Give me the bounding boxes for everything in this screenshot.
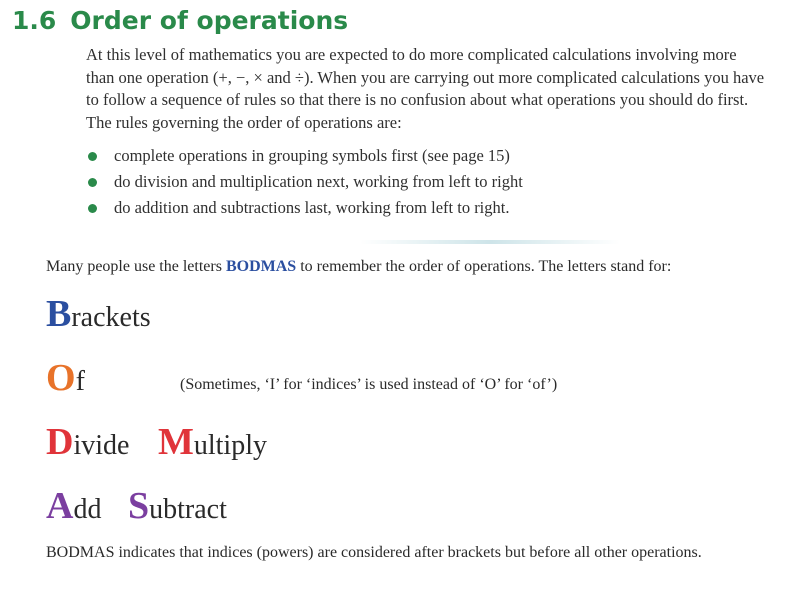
letter-d: D <box>46 421 74 463</box>
letter-m: M <box>158 421 194 463</box>
bullet-icon <box>88 152 97 161</box>
rule-item <box>86 143 523 169</box>
section-number: 1.6 <box>12 6 57 35</box>
divider <box>360 240 620 244</box>
letter-o: O <box>46 357 76 399</box>
word-add-rest: dd <box>73 494 102 525</box>
word-multiply <box>158 421 267 464</box>
word-brackets-rest: rackets <box>71 302 151 333</box>
word-brackets <box>46 293 151 336</box>
rule-text: do division and multiplication next, working from left to right <box>114 172 523 191</box>
word-subtract <box>128 485 227 528</box>
section-title: Order of operations <box>70 6 349 35</box>
letter-b: B <box>46 293 72 335</box>
bodmas-intro-after: to remember the order of operations. The letters stand for: <box>296 258 672 275</box>
word-add <box>46 485 102 528</box>
of-note: (Sometimes, ‘I’ for ‘indices’ is used instead of ‘O’ for ‘of’) <box>180 376 558 393</box>
word-multiply-rest: ultiply <box>193 430 267 461</box>
word-divide <box>46 421 130 464</box>
intro-paragraph: At this level of mathematics you are expected to do more complicated calculations involving more than one operation (+, −, × and ÷). When you are carrying out more complicated calculations you have to follow a sequence of rules so that there is no confusion about what operations you should do first. The rules governing the order of operations are: <box>86 45 765 132</box>
rule-item <box>86 169 523 195</box>
letter-a: A <box>46 485 74 527</box>
section-heading <box>12 4 348 38</box>
bodmas-intro-before: Many people use the letters <box>46 258 226 275</box>
rule-text: complete operations in grouping symbols first (see page 15) <box>114 146 510 165</box>
rule-text: do addition and subtractions last, working from left to right. <box>114 198 510 217</box>
bodmas-keyword: BODMAS <box>225 258 297 275</box>
letter-s: S <box>128 485 150 527</box>
word-of-rest: f <box>75 366 85 397</box>
word-of <box>46 357 85 400</box>
word-subtract-rest: ubtract <box>149 494 227 525</box>
rules-list <box>86 143 523 221</box>
bodmas-intro <box>46 256 671 278</box>
word-divide-rest: ivide <box>73 430 130 461</box>
bullet-icon <box>88 178 97 187</box>
bullet-icon <box>88 204 97 213</box>
closing-paragraph: BODMAS indicates that indices (powers) are considered after brackets but before all other operations. <box>46 544 702 561</box>
rule-item <box>86 195 523 221</box>
